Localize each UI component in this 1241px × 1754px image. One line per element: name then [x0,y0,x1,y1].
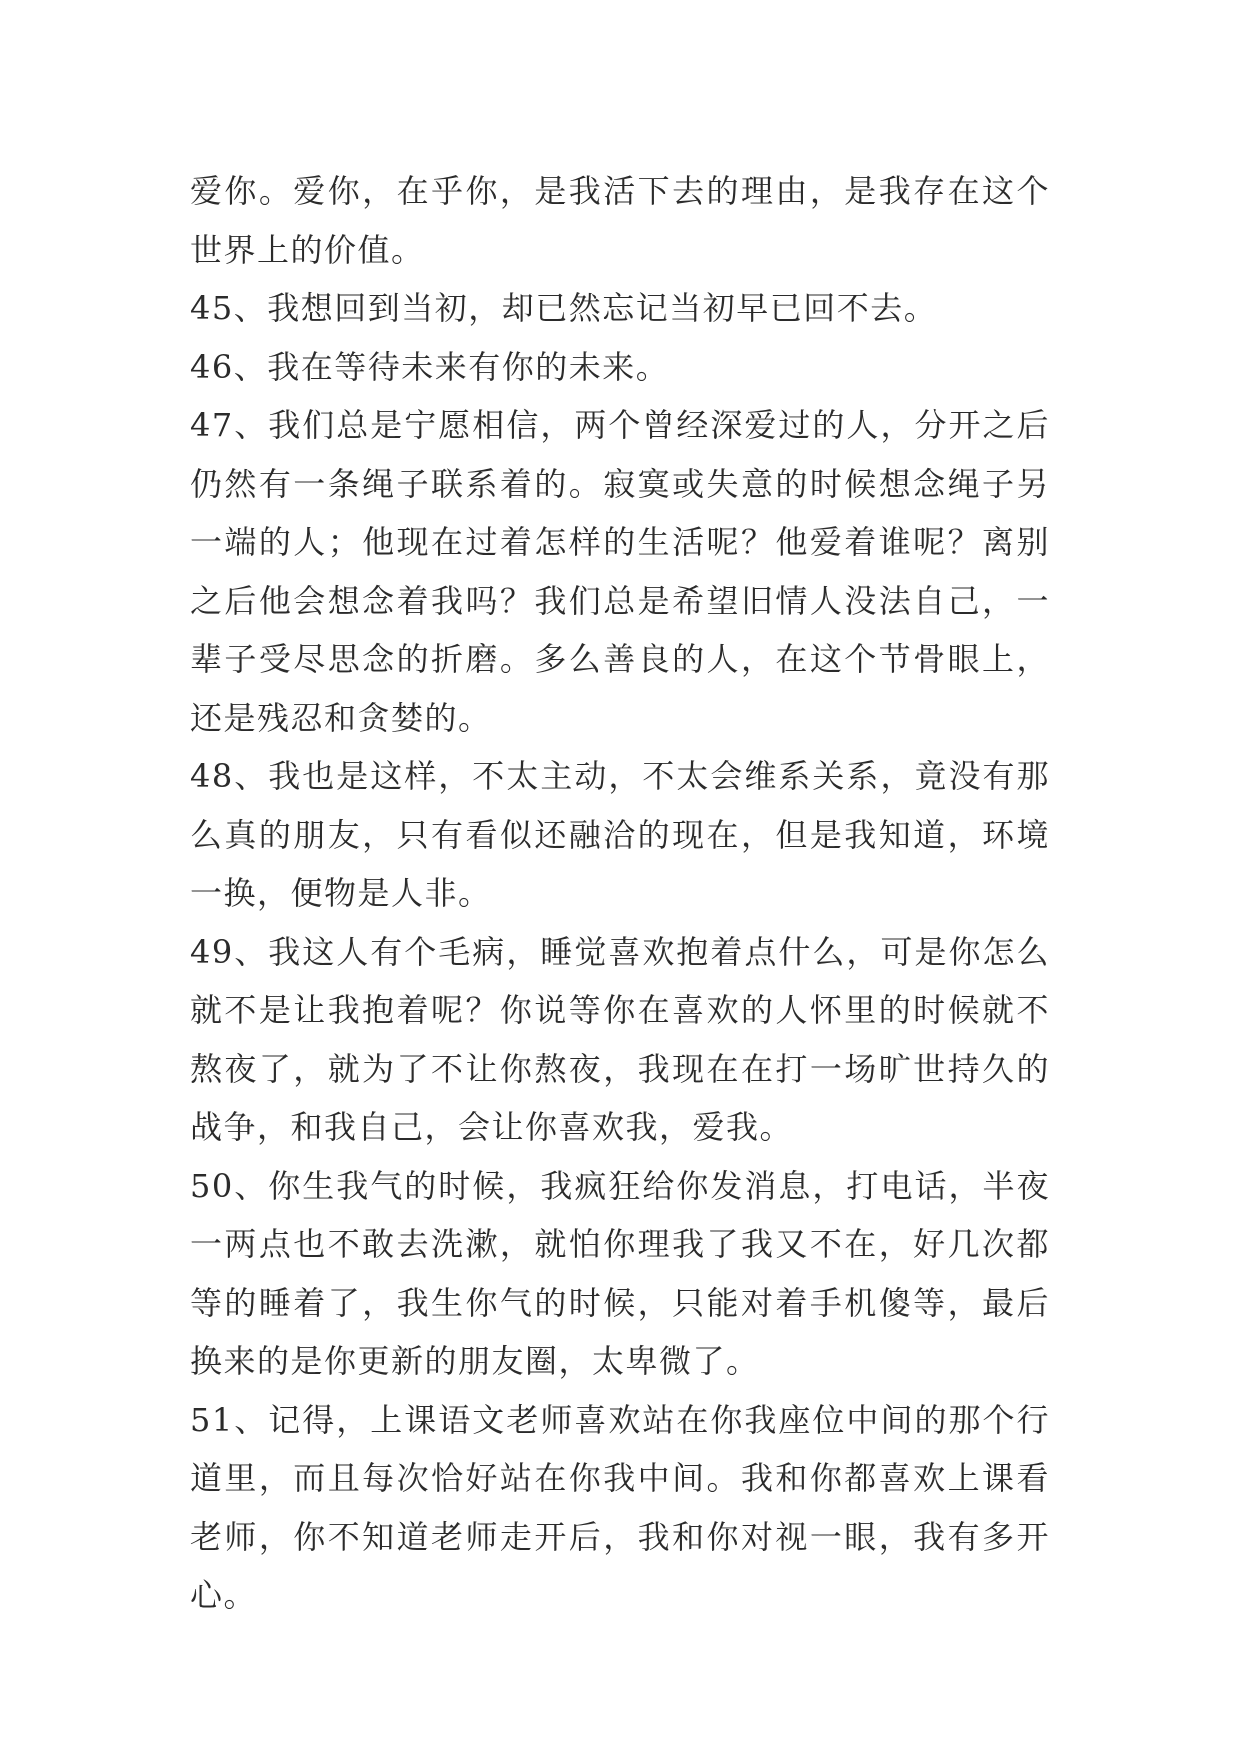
paragraph-continuation: 爱你。爱你，在乎你，是我活下去的理由，是我存在这个世界上的价值。 [190,172,1050,269]
paragraph-46: 46、我在等待未来有你的未来。 [190,347,670,386]
paragraph-48: 48、我也是这样，不太主动，不太会维系关系，竟没有那么真的朋友，只有看似还融洽的现在，但是我知道，环境一换，便物是人非。 [190,757,1050,912]
paragraph-47: 47、我们总是宁愿相信，两个曾经深爱过的人，分开之后仍然有一条绳子联系着的。寂寞或失意的时候想念绳子另一端的人；他现在过着怎样的生活呢？他爱着谁呢？离别之后他会想念着我吗？我们总是希望旧情人没法自己，一辈子受尽思念的折磨。多么善良的人，在这个节骨眼上，还是残忍和贪婪的。 [190,406,1050,737]
paragraph-51: 51、记得，上课语文老师喜欢站在你我座位中间的那个行道里，而且每次恰好站在你我中间。我和你都喜欢上课看老师，你不知道老师走开后，我和你对视一眼，我有多开心。 [190,1400,1050,1614]
document-body [190,162,1050,1625]
paragraph-45: 45、我想回到当初，却已然忘记当初早已回不去。 [190,289,938,327]
paragraph-49: 49、我这人有个毛病，睡觉喜欢抱着点什么，可是你怎么就不是让我抱着呢？你说等你在喜欢的人怀里的时候就不熬夜了，就为了不让你熬夜，我现在在打一场旷世持久的战争，和我自己，会让你喜欢我，爱我。 [190,932,1050,1146]
paragraph-50: 50、你生我气的时候，我疯狂给你发消息，打电话，半夜一两点也不敢去洗漱，就怕你理我了我又不在，好几次都等的睡着了，我生你气的时候，只能对着手机傻等，最后换来的是你更新的朋友圈，太卑微了。 [190,1166,1050,1380]
